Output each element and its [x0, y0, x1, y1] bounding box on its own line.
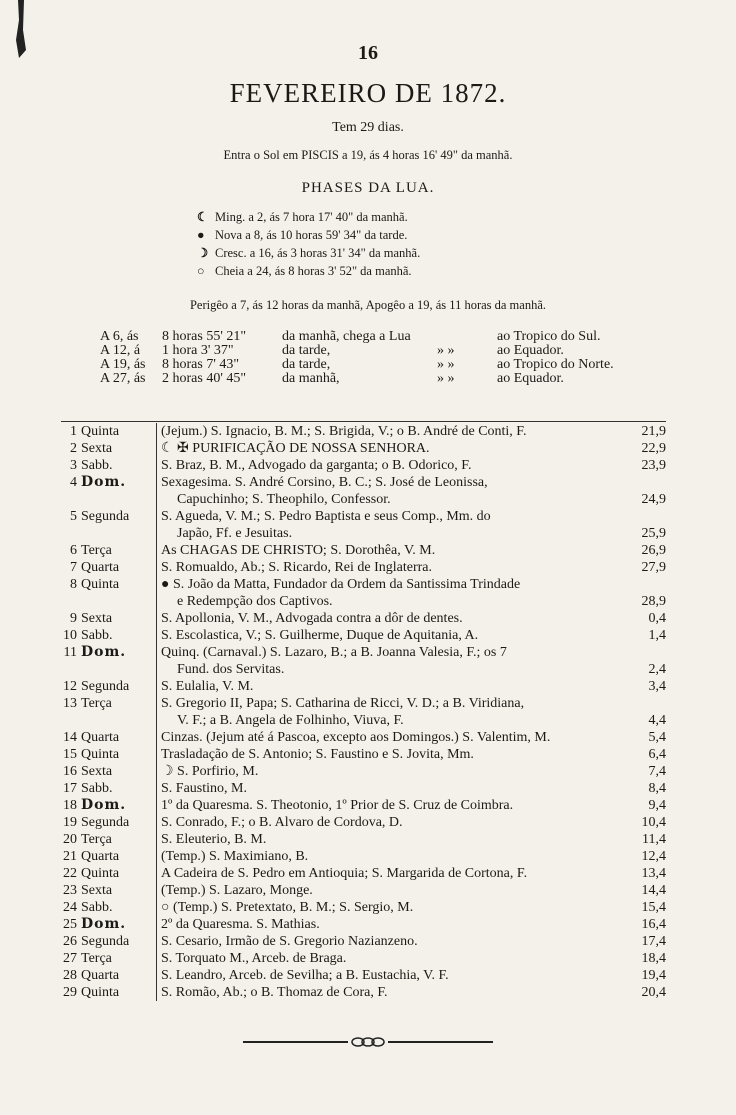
moon-age-value: 27,9: [641, 560, 666, 575]
saints-description: [156, 899, 618, 916]
moon-age-value: 23,9: [641, 458, 666, 473]
first-quarter-moon-icon: ☽: [197, 246, 209, 260]
weekday: Quinta: [81, 424, 120, 439]
moon-age-value: 24,9: [641, 492, 666, 507]
day-number: 3: [70, 458, 77, 473]
tropic-ditto: » »: [437, 357, 455, 372]
moon-age-value: 3,4: [648, 679, 666, 694]
moon-age-value: 14,4: [641, 883, 666, 898]
calendar-row: [61, 474, 666, 508]
description-line: S. Eleuterio, B. M.: [161, 832, 267, 847]
description-line: Fund. dos Servitas.: [177, 662, 285, 677]
perigee-apogee-note: Perigêo a 7, ás 12 horas da manhã, Apogêo a 19, ás 11 horas da manhã.: [189, 298, 547, 312]
moon-age-value: 5,4: [648, 730, 666, 745]
moon-age-value: 18,4: [641, 951, 666, 966]
saints-description: [156, 831, 618, 848]
day-number: 13: [63, 696, 77, 711]
description-line: S. Faustino, M.: [161, 781, 247, 796]
saints-description: [156, 746, 618, 763]
saints-description: [156, 678, 618, 695]
moon-age-value: 22,9: [641, 441, 666, 456]
description-line: S. Apollonia, V. M., Advogada contra a dôr de dentes.: [161, 611, 463, 626]
description-line: S. Conrado, F.; o B. Alvaro de Cordova, D.: [161, 815, 403, 830]
description-line: Capuchinho; S. Theophilo, Confessor.: [177, 492, 391, 507]
description-line: 1º da Quaresma. S. Theotonio, 1º Prior de S. Cruz de Coimbra.: [161, 798, 514, 813]
day-number: 22: [63, 866, 77, 881]
day-number: 10: [63, 628, 77, 643]
tropic-date: A 12, á: [100, 343, 141, 358]
tropic-ditto: » »: [437, 371, 455, 386]
moon-phase-text: Cresc. a 16, ás 3 horas 31' 34" da manhã.: [215, 246, 421, 260]
moon-age-value: 26,9: [641, 543, 666, 558]
moon-age-value: 0,4: [648, 611, 666, 626]
moon-age-value: 8,4: [648, 781, 666, 796]
calendar-row: [61, 882, 666, 899]
calendar-row: [61, 831, 666, 848]
calendar-row: [61, 967, 666, 984]
calendar-row: [61, 848, 666, 865]
saints-description: [156, 882, 618, 899]
moon-phase-row: [197, 262, 420, 280]
saints-description: [156, 967, 618, 984]
calendar-row: [61, 746, 666, 763]
calendar-row: [61, 797, 666, 814]
saints-description: [156, 457, 618, 474]
sun-entry-note: Entra o Sol em PISCIS a 19, ás 4 horas 16' 49" da manhã.: [223, 148, 513, 162]
weekday: Segunda: [81, 815, 130, 830]
tropic-time: 8 horas 55' 21": [162, 329, 247, 344]
tropic-row: [100, 358, 614, 372]
day-number: 18: [63, 798, 77, 813]
saints-description: [156, 916, 618, 933]
calendar-row: [61, 559, 666, 576]
calendar-row: [61, 695, 666, 729]
last-quarter-moon-icon: ☾: [197, 210, 209, 224]
saints-description: [156, 865, 618, 882]
calendar-row: [61, 576, 666, 610]
saints-description: [156, 423, 618, 440]
day-number: 8: [70, 577, 77, 592]
tropic-text: da tarde,: [282, 343, 331, 358]
saints-description: [156, 508, 618, 542]
saints-description: [156, 542, 618, 559]
description-line: S. Cesario, Irmão de S. Gregorio Nazianzeno.: [161, 934, 418, 949]
moon-phase-text: Nova a 8, ás 10 horas 59' 34" da tarde.: [215, 228, 408, 242]
day-number: 24: [63, 900, 77, 915]
calendar-row: [61, 865, 666, 882]
weekday: Terça: [81, 832, 112, 847]
moon-age-value: 17,4: [641, 934, 666, 949]
tropic-destination: ao Equador.: [497, 343, 564, 358]
moon-age-value: 10,4: [641, 815, 666, 830]
description-line: ☽ S. Porfirio, M.: [161, 764, 259, 779]
calendar-row: [61, 899, 666, 916]
description-line: S. Agueda, V. M.; S. Pedro Baptista e seus Comp., Mm. do: [161, 509, 491, 524]
weekday: Quarta: [81, 730, 120, 745]
day-number: 5: [70, 509, 77, 524]
tropic-date: A 19, ás: [100, 357, 146, 372]
tropic-date: A 6, ás: [100, 329, 139, 344]
calendar-row: [61, 678, 666, 695]
saints-description: [156, 797, 618, 814]
day-number: 27: [63, 951, 77, 966]
calendar-row: [61, 542, 666, 559]
weekday-sunday: Dom.: [81, 644, 127, 660]
weekday: Terça: [81, 696, 112, 711]
moon-phase-text: Cheia a 24, ás 8 horas 3' 52" da manhã.: [215, 264, 412, 278]
weekday: Quinta: [81, 866, 120, 881]
ornamental-flourish: [243, 1036, 493, 1048]
saints-description: [156, 950, 618, 967]
moon-age-value: 2,4: [648, 662, 666, 677]
calendar-row: [61, 933, 666, 950]
day-number: 2: [70, 441, 77, 456]
moon-age-value: 25,9: [641, 526, 666, 541]
day-number: 7: [70, 560, 77, 575]
weekday: Sabb.: [81, 458, 113, 473]
day-number: 28: [63, 968, 77, 983]
day-number: 17: [63, 781, 77, 796]
saints-description: [156, 763, 618, 780]
description-line: S. Romão, Ab.; o B. Thomaz de Cora, F.: [161, 985, 388, 1000]
day-number: 23: [63, 883, 77, 898]
tropic-row: [100, 372, 614, 386]
calendar-row: [61, 950, 666, 967]
calendar-row: [61, 984, 666, 1001]
saints-description: [156, 984, 618, 1001]
saints-description: [156, 814, 618, 831]
weekday: Quinta: [81, 747, 120, 762]
description-line: ● S. João da Matta, Fundador da Ordem da Santissima Trindade: [161, 577, 521, 592]
weekday: Segunda: [81, 679, 130, 694]
calendar-row: [61, 729, 666, 746]
tropic-text: da manhã, chega a Lua: [282, 329, 411, 344]
moon-phases-title: PHASES DA LUA.: [301, 180, 435, 196]
description-line: ○ (Temp.) S. Pretextato, B. M.; S. Sergio, M.: [161, 900, 414, 915]
calendar-row: [61, 763, 666, 780]
calendar-row: [61, 916, 666, 933]
moon-age-value: 4,4: [648, 713, 666, 728]
day-number: 16: [63, 764, 77, 779]
days-count: Tem 29 dias.: [332, 120, 404, 135]
weekday: Sabb.: [81, 781, 113, 796]
description-line: (Temp.) S. Lazaro, Monge.: [161, 883, 313, 898]
tropic-destination: ao Tropico do Sul.: [497, 329, 601, 344]
description-line: ☾ ✠ PURIFICAÇÃO DE NOSSA SENHORA.: [161, 441, 430, 456]
saints-description: [156, 848, 618, 865]
tropic-destination: ao Tropico do Norte.: [497, 357, 614, 372]
description-line: V. F.; a B. Angela de Folhinho, Viuva, F.: [177, 713, 404, 728]
saints-description: [156, 440, 618, 457]
tropic-text: da manhã,: [282, 371, 340, 386]
moon-phase-row: [197, 226, 420, 244]
calendar-row: [61, 508, 666, 542]
tropic-row: [100, 330, 614, 344]
calendar-row: [61, 423, 666, 440]
day-number: 9: [70, 611, 77, 626]
day-number: 20: [63, 832, 77, 847]
calendar-row: [61, 610, 666, 627]
saints-description: [156, 474, 618, 508]
day-number: 11: [63, 645, 77, 660]
moon-age-value: 19,4: [641, 968, 666, 983]
tropic-text: da tarde,: [282, 357, 331, 372]
description-line: As CHAGAS DE CHRISTO; S. Dorothêa, V. M.: [161, 543, 436, 558]
tropics-table: [100, 330, 614, 386]
moon-phase-row: [197, 244, 420, 262]
moon-phase-text: Ming. a 2, ás 7 hora 17' 40" da manhã.: [215, 210, 408, 224]
saints-description: [156, 729, 618, 746]
weekday-sunday: Dom.: [81, 916, 127, 932]
tropic-time: 8 horas 7' 43": [162, 357, 240, 372]
moon-age-value: 12,4: [641, 849, 666, 864]
weekday: Quinta: [81, 985, 120, 1000]
day-number: 12: [63, 679, 77, 694]
weekday: Segunda: [81, 934, 130, 949]
moon-age-value: 21,9: [641, 424, 666, 439]
moon-phase-row: [197, 208, 420, 226]
saints-description: [156, 644, 618, 678]
calendar-row: [61, 457, 666, 474]
weekday: Segunda: [81, 509, 130, 524]
new-moon-icon: ●: [197, 228, 205, 242]
weekday: Quarta: [81, 968, 120, 983]
tropic-ditto: » »: [437, 343, 455, 358]
weekday: Sexta: [81, 441, 113, 456]
moon-age-value: 6,4: [648, 747, 666, 762]
weekday: Sexta: [81, 611, 113, 626]
weekday: Quarta: [81, 849, 120, 864]
day-number: 4: [70, 475, 77, 490]
moon-age-value: 20,4: [641, 985, 666, 1000]
day-number: 15: [63, 747, 77, 762]
full-moon-icon: ○: [197, 264, 205, 278]
description-line: A Cadeira de S. Pedro em Antioquia; S. Margarida de Cortona, F.: [161, 866, 528, 881]
weekday: Quarta: [81, 560, 120, 575]
tropic-destination: ao Equador.: [497, 371, 564, 386]
day-number: 29: [63, 985, 77, 1000]
description-line: (Temp.) S. Maximiano, B.: [161, 849, 309, 864]
calendar-row: [61, 780, 666, 797]
description-line: S. Braz, B. M., Advogado da garganta; o B. Odorico, F.: [161, 458, 472, 473]
weekday-sunday: Dom.: [81, 797, 127, 813]
weekday: Terça: [81, 951, 112, 966]
moon-age-value: 7,4: [648, 764, 666, 779]
description-line: 2º da Quaresma. S. Mathias.: [161, 917, 320, 932]
weekday: Sexta: [81, 764, 113, 779]
description-line: S. Eulalia, V. M.: [161, 679, 254, 694]
calendar-table: [61, 423, 666, 1001]
weekday: Terça: [81, 543, 112, 558]
tropic-date: A 27, ás: [100, 371, 146, 386]
saints-description: [156, 627, 618, 644]
saints-description: [156, 610, 618, 627]
calendar-row: [61, 644, 666, 678]
description-line: Cinzas. (Jejum até á Pascoa, excepto aos Domingos.) S. Valentim, M.: [161, 730, 551, 745]
weekday-sunday: Dom.: [81, 474, 127, 490]
calendar-row: [61, 440, 666, 457]
moon-age-value: 28,9: [641, 594, 666, 609]
description-line: S. Romualdo, Ab.; S. Ricardo, Rei de Inglaterra.: [161, 560, 433, 575]
calendar-row: [61, 814, 666, 831]
weekday: Quinta: [81, 577, 120, 592]
description-line: S. Leandro, Arceb. de Sevilha; a B. Eustachia, V. F.: [161, 968, 449, 983]
moon-age-value: 9,4: [648, 798, 666, 813]
day-number: 14: [63, 730, 77, 745]
tropic-time: 1 hora 3' 37": [162, 343, 234, 358]
description-line: Quinq. (Carnaval.) S. Lazaro, B.; a B. Joanna Valesia, F.; os 7: [161, 645, 507, 660]
description-line: S. Escolastica, V.; S. Guilherme, Duque de Aquitania, A.: [161, 628, 479, 643]
weekday: Sabb.: [81, 900, 113, 915]
weekday: Sexta: [81, 883, 113, 898]
saints-description: [156, 933, 618, 950]
calendar-top-rule: [61, 421, 666, 422]
saints-description: [156, 780, 618, 797]
day-number: 26: [63, 934, 77, 949]
moon-age-value: 16,4: [641, 917, 666, 932]
saints-description: [156, 576, 618, 610]
day-number: 25: [63, 917, 77, 932]
tropic-row: [100, 344, 614, 358]
tropic-time: 2 horas 40' 45": [162, 371, 247, 386]
description-line: S. Gregorio II, Papa; S. Catharina de Ricci, V. D.; a B. Viridiana,: [161, 696, 525, 711]
day-number: 1: [70, 424, 77, 439]
description-line: Trasladação de S. Antonio; S. Faustino e S. Jovita, Mm.: [161, 747, 474, 762]
moon-age-value: 15,4: [641, 900, 666, 915]
calendar-row: [61, 627, 666, 644]
moon-age-value: 1,4: [648, 628, 666, 643]
description-line: Japão, Ff. e Jesuitas.: [177, 526, 293, 541]
page-title: FEVEREIRO DE 1872.: [229, 78, 507, 108]
description-line: (Jejum.) S. Ignacio, B. M.; S. Brigida, V.; o B. André de Conti, F.: [161, 424, 527, 439]
page-number: 16: [358, 42, 378, 64]
saints-description: [156, 695, 618, 729]
day-number: 19: [63, 815, 77, 830]
weekday: Sabb.: [81, 628, 113, 643]
day-number: 6: [70, 543, 77, 558]
saints-description: [156, 559, 618, 576]
day-number: 21: [63, 849, 77, 864]
moon-phases-list: [197, 208, 420, 280]
description-line: S. Torquato M., Arceb. de Braga.: [161, 951, 347, 966]
moon-age-value: 11,4: [642, 832, 666, 847]
description-line: Sexagesima. S. André Corsino, B. C.; S. José de Leonissa,: [161, 475, 488, 490]
moon-age-value: 13,4: [641, 866, 666, 881]
description-line: e Redempção dos Captivos.: [177, 594, 333, 609]
